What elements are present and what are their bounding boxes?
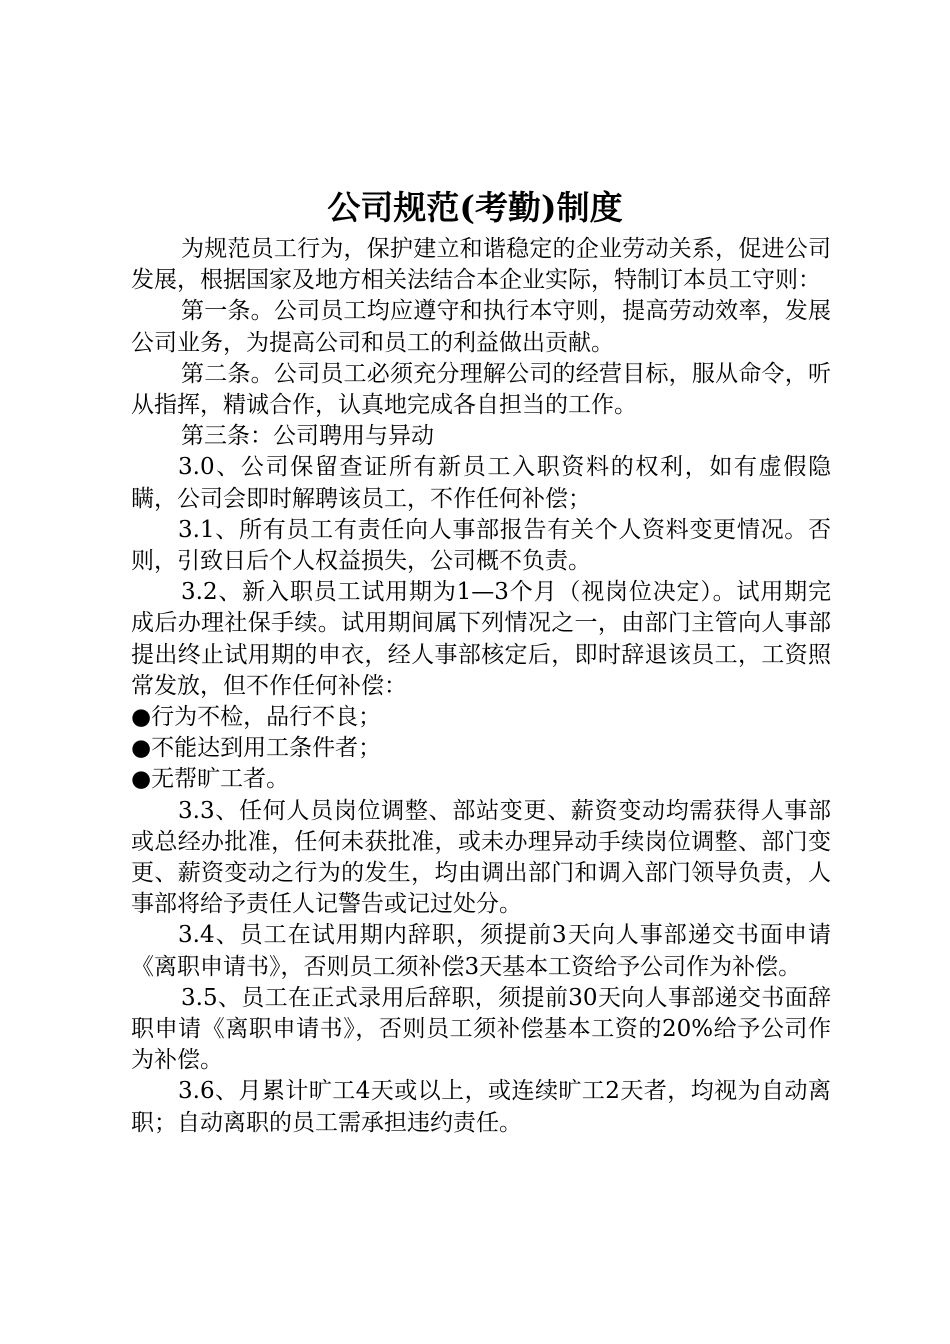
clause-3-2-paragraph: 3.2、新入职员工试用期为1—3个月（视岗位决定）。试用期完成后办理社保手续。试用期间属下列情况之一，由部门主管向人事部提出终止试用期的申衣，经人事部核定后，即时辞退该员工，工资照常发放，但不作任何补偿： [131, 579, 831, 699]
intro-paragraph: 为规范员工行为，保护建立和谐稳定的企业劳动关系，促进公司发展，根据国家及地方相关法结合本企业实际，特制订本员工守则： [131, 236, 831, 294]
bullet-item-3: ●无帮旷工者。 [131, 766, 290, 793]
clause-3-1-paragraph: 3.1、所有员工有责任向人事部报告有关个人资料变更情况。否则，引致日后个人权益损失，公司概不负责。 [131, 516, 831, 575]
document-title: 公司规范(考勤)制度 [327, 188, 623, 227]
bullet-item-2: ●不能达到用工条件者； [131, 735, 382, 762]
document-body [131, 234, 831, 1139]
bullet-item-1: ●行为不检，品行不良； [131, 704, 382, 731]
clause-3-5-paragraph: 3.5、员工在正式录用后辞职，须提前30天向人事部递交书面辞职申请《离职申请书》，否则员工须补偿基本工资的20%给予公司作为补偿。 [131, 984, 831, 1074]
clause-3-3-paragraph: 3.3、任何人员岗位调整、部站变更、薪资变动均需获得人事部或总经办批准，任何未获批准，或未办理异动手续岗位调整、部门变更、薪资变动之行为的发生，均由调出部门和调入部门领导负责，人事部将给予责任人记警告或记过处分。 [131, 797, 831, 918]
clause-3-6-paragraph: 3.6、月累计旷工4天或以上，或连续旷工2天者，均视为自动离职；自动离职的员工需承担违约责任。 [131, 1078, 831, 1136]
article-1-paragraph: 第一条。公司员工均应遵守和执行本守则，提高劳动效率，发展公司业务，为提高公司和员工的利益做出贡献。 [131, 298, 831, 356]
clause-3-4-paragraph: 3.4、员工在试用期内辞职，须提前3天向人事部递交书面申请《离职申请书》，否则员工须补偿3天基本工资给予公司作为补偿。 [131, 922, 831, 980]
clause-3-0-paragraph: 3.0、公司保留查证所有新员工入职资料的权利，如有虚假隐瞒，公司会即时解聘该员工，不作任何补偿； [131, 454, 831, 512]
article-3-heading: 第三条：公司聘用与异动 [181, 423, 434, 450]
article-2-paragraph: 第二条。公司员工必须充分理解公司的经营目标，服从命令，听从指挥，精诚合作，认真地完成各自担当的工作。 [131, 360, 831, 419]
